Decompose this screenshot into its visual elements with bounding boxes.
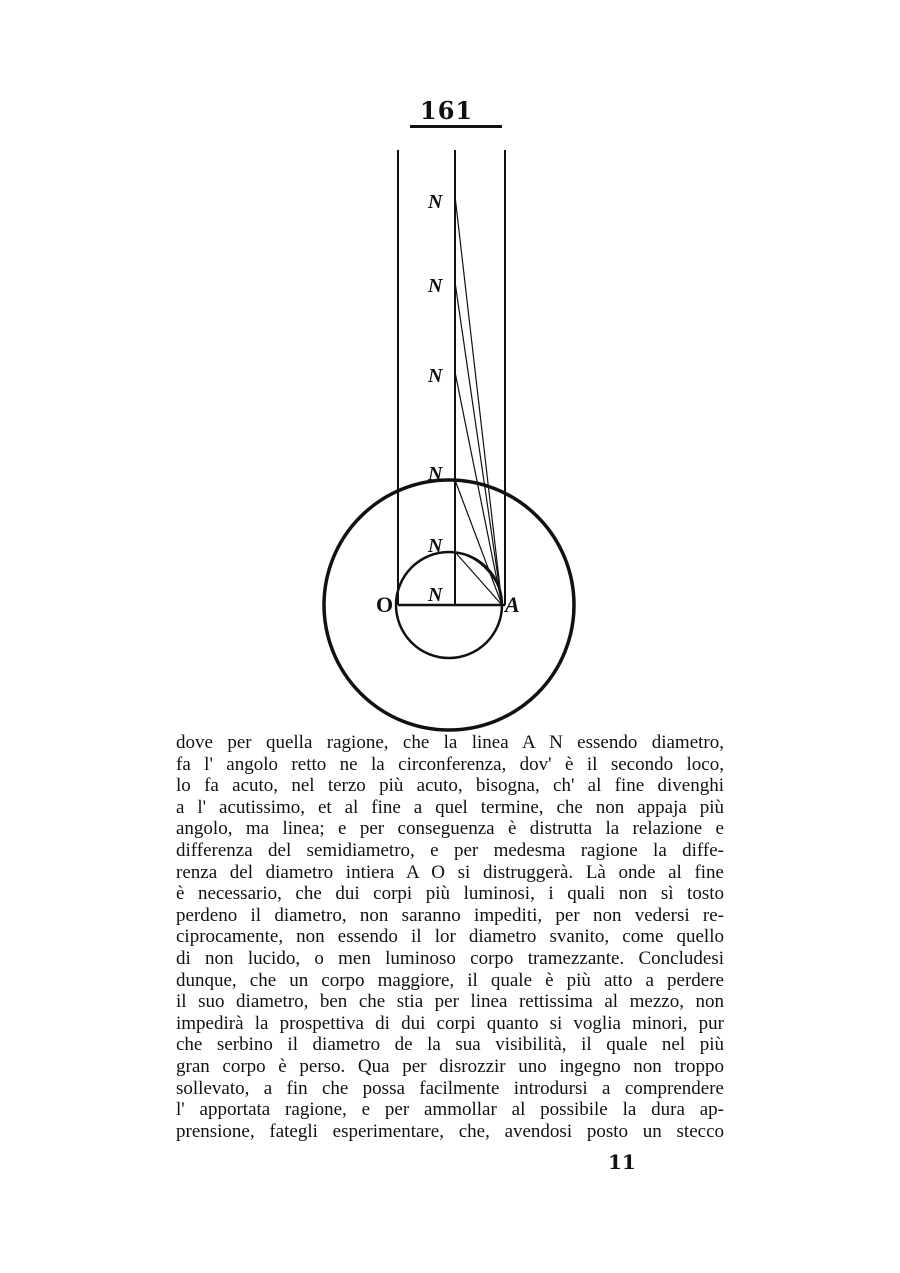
text-line: renza del diametro intiera A O si distruggerà. Là onde al fine <box>176 861 724 883</box>
inner-arc <box>455 552 500 590</box>
text-line: è necessario, che dui corpi più luminosi, i quali non sì tosto <box>176 883 724 905</box>
text-line: impedirà la prospettiva di dui corpi quanto si voglia minori, pur <box>176 1012 724 1034</box>
text-line: ciprocamente, non essendo il lor diametro svanito, come quello <box>176 926 724 948</box>
point-label-n: N <box>428 275 443 297</box>
body-text <box>176 732 724 1142</box>
page-number: 161 <box>420 96 474 125</box>
text-line: prensione, fategli esperimentare, che, avendosi posto un stecco <box>176 1120 724 1142</box>
text-line: angolo, ma linea; e per conseguenza è distrutta la relazione e <box>176 818 724 840</box>
signature-mark: 11 <box>608 1150 636 1174</box>
point-label-n: N <box>428 191 443 213</box>
point-label-o: O <box>376 592 394 617</box>
text-line: dunque, che un corpo maggiore, il quale è più atto a perdere <box>176 969 724 991</box>
text-line: perdeno il diametro, non saranno impediti, per non vedersi re- <box>176 904 724 926</box>
point-label-n: N <box>428 463 443 485</box>
text-line: sollevato, a fin che possa facilmente introdursi a comprendere <box>176 1077 724 1099</box>
text-line: a l' acutissimo, et al fine a quel termine, che non appaja più <box>176 796 724 818</box>
point-label-a: A <box>505 592 520 617</box>
point-label-n: N <box>428 584 443 606</box>
text-line: gran corpo è perso. Qua per disrozzir uno ingegno non troppo <box>176 1055 724 1077</box>
text-line: il suo diametro, ben che stia per linea rettissima al mezzo, non <box>176 991 724 1013</box>
text-line: fa l' angolo retto ne la circonferenza, dov' è il secondo loco, <box>176 753 724 775</box>
point-label-n: N <box>428 365 443 387</box>
chord-lines <box>455 196 502 605</box>
text-line: l' apportata ragione, e per ammollar al possibile la dura ap- <box>176 1099 724 1121</box>
text-line: che serbino il diametro de la sua visibilità, il quale nel più <box>176 1034 724 1056</box>
text-line: differenza del semidiametro, e per medesma ragione la diffe- <box>176 839 724 861</box>
point-label-n: N <box>428 535 443 557</box>
text-line: di non lucido, o men luminoso corpo tramezzante. Concludesi <box>176 947 724 969</box>
text-line: dove per quella ragione, che la linea A N essendo diametro, <box>176 732 724 753</box>
chord-line <box>455 282 502 605</box>
text-line: lo fa acuto, nel terzo più acuto, bisogna, ch' al fine divenghi <box>176 775 724 797</box>
